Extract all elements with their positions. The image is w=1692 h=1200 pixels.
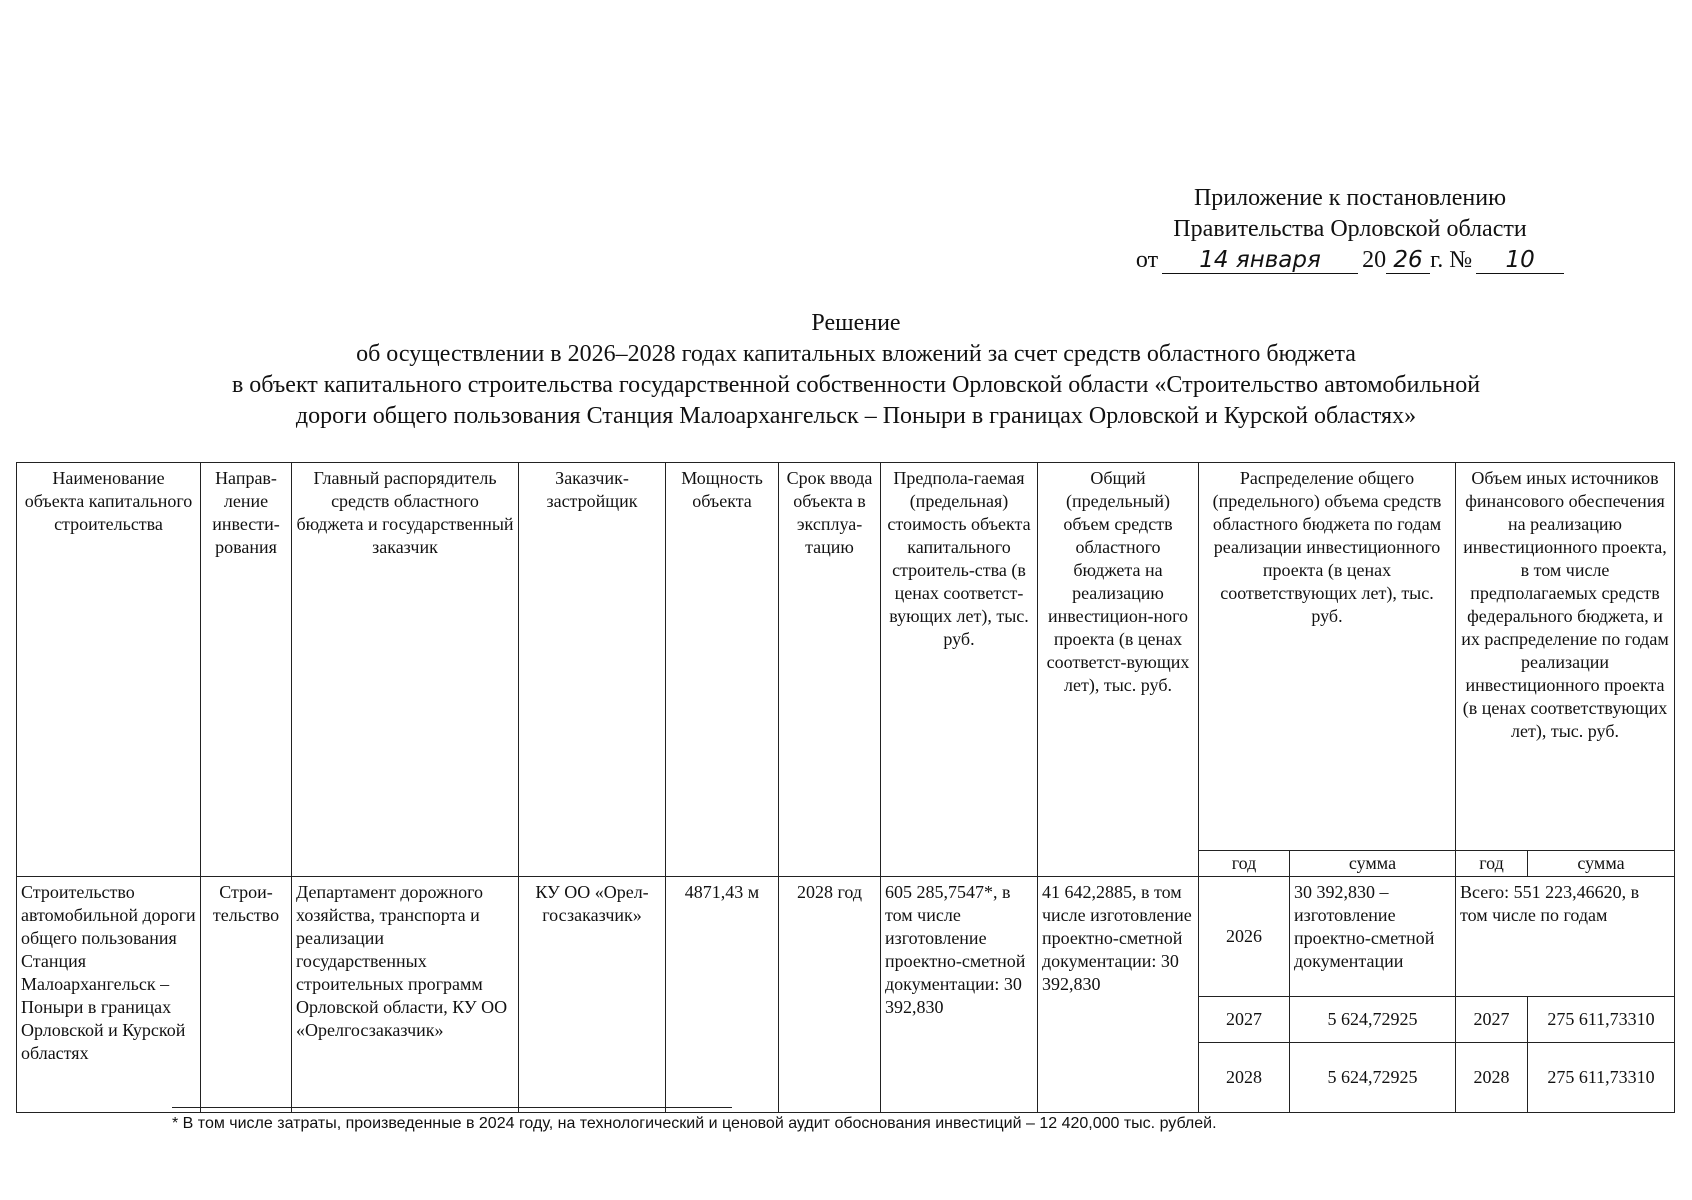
dist-year-2028: 2028 bbox=[1199, 1043, 1290, 1113]
cell-customer: КУ ОО «Орел-госзаказчик» bbox=[519, 877, 666, 1113]
year-prefix: 20 bbox=[1362, 247, 1387, 273]
header-row bbox=[17, 463, 1675, 851]
dist-sum-2027: 5 624,72925 bbox=[1290, 997, 1456, 1043]
handwritten-date: 14 января bbox=[1162, 247, 1358, 274]
title-line-3: дороги общего пользования Станция Малоархангельск – Поныри в границах Орловской и Курской областях» bbox=[295, 403, 1417, 429]
cell-name: Строительство автомобильной дороги общего пользования Станция Малоархангельск – Поныри в границах Орловской и Курской областях bbox=[17, 877, 201, 1113]
cell-manager: Департамент дорожного хозяйства, транспорта и реализации государственных строительных программ Орловской области, КУ ОО «Орелгосзаказчик» bbox=[292, 877, 519, 1113]
investment-table bbox=[16, 462, 1675, 1113]
header-distribution: Распределение общего (предельного) объема средств областного бюджета по годам реализации инвестиционного проекта (в ценах соответствующих лет), тыс. руб. bbox=[1199, 463, 1456, 851]
other-year-2027: 2027 bbox=[1456, 997, 1528, 1043]
appendix-line-1: Приложение к постановлению bbox=[1193, 185, 1507, 211]
from-label: от bbox=[1135, 247, 1159, 273]
table-row bbox=[17, 877, 1675, 997]
header-direction: Направ-ление инвести-рования bbox=[201, 463, 292, 877]
header-total-volume: Общий (предельный) объем средств областного бюджета на реализацию инвестицион-ного проекта (в ценах соответст-вующих лет), тыс. руб. bbox=[1038, 463, 1199, 877]
footnote-divider bbox=[172, 1107, 732, 1108]
header-year: год bbox=[1199, 851, 1290, 877]
title-line-1: об осуществлении в 2026–2028 годах капитальных вложений за счет средств областного бюджета bbox=[356, 341, 1356, 367]
header-sum: сумма bbox=[1290, 851, 1456, 877]
cell-capacity: 4871,43 м bbox=[666, 877, 779, 1113]
document-title bbox=[100, 308, 1612, 432]
header-sum-2: сумма bbox=[1528, 851, 1675, 877]
other-total: Всего: 551 223,46620, в том числе по годам bbox=[1456, 877, 1675, 997]
appendix-date-line bbox=[1120, 245, 1580, 276]
header-term: Срок ввода объекта в эксплуа-тацию bbox=[779, 463, 881, 877]
dist-sum-2026: 30 392,830 – изготовление проектно-сметной документации bbox=[1290, 877, 1456, 997]
handwritten-year: 26 bbox=[1386, 247, 1430, 274]
year-suffix: г. № bbox=[1430, 247, 1473, 273]
dist-sum-2028: 5 624,72925 bbox=[1290, 1043, 1456, 1113]
header-name: Наименование объекта капитального строительства bbox=[17, 463, 201, 877]
handwritten-number: 10 bbox=[1476, 247, 1564, 274]
dist-year-2026: 2026 bbox=[1199, 877, 1290, 997]
title-line-2: в объект капитального строительства государственной собственности Орловской области «Строительство автомобильной bbox=[231, 372, 1481, 398]
header-year-2: год bbox=[1456, 851, 1528, 877]
footnote: * В том числе затраты, произведенные в 2024 году, на технологический и ценовой аудит обоснования инвестиций – 12 420,000 тыс. рублей. bbox=[172, 1115, 1217, 1132]
other-sum-2028: 275 611,73310 bbox=[1528, 1043, 1675, 1113]
title-heading: Решение bbox=[811, 310, 901, 336]
other-year-2028: 2028 bbox=[1456, 1043, 1528, 1113]
header-other-sources: Объем иных источников финансового обеспечения на реализацию инвестиционного проекта, в том числе предполагаемых средств федерального бюджета, и их распределение по годам реализации инвестиционного проекта (в ценах соответствующих лет), тыс. руб. bbox=[1456, 463, 1675, 851]
cell-estimated-cost: 605 285,7547*, в том числе изготовление проектно-сметной документации: 30 392,830 bbox=[881, 877, 1038, 1113]
header-capacity: Мощность объекта bbox=[666, 463, 779, 877]
appendix-line-2: Правительства Орловской области bbox=[1173, 216, 1527, 242]
header-manager: Главный распорядитель средств областного бюджета и государственный заказчик bbox=[292, 463, 519, 877]
appendix-block bbox=[1120, 183, 1580, 276]
other-sum-2027: 275 611,73310 bbox=[1528, 997, 1675, 1043]
cell-term: 2028 год bbox=[779, 877, 881, 1113]
cell-direction: Строи-тельство bbox=[201, 877, 292, 1113]
dist-year-2027: 2027 bbox=[1199, 997, 1290, 1043]
header-estimated-cost: Предпола-гаемая (предельная) стоимость объекта капитального строитель-ства (в ценах соответст-вующих лет), тыс. руб. bbox=[881, 463, 1038, 877]
header-customer: Заказчик-застройщик bbox=[519, 463, 666, 877]
cell-total-volume: 41 642,2885, в том числе изготовление проектно-сметной документации: 30 392,830 bbox=[1038, 877, 1199, 1113]
